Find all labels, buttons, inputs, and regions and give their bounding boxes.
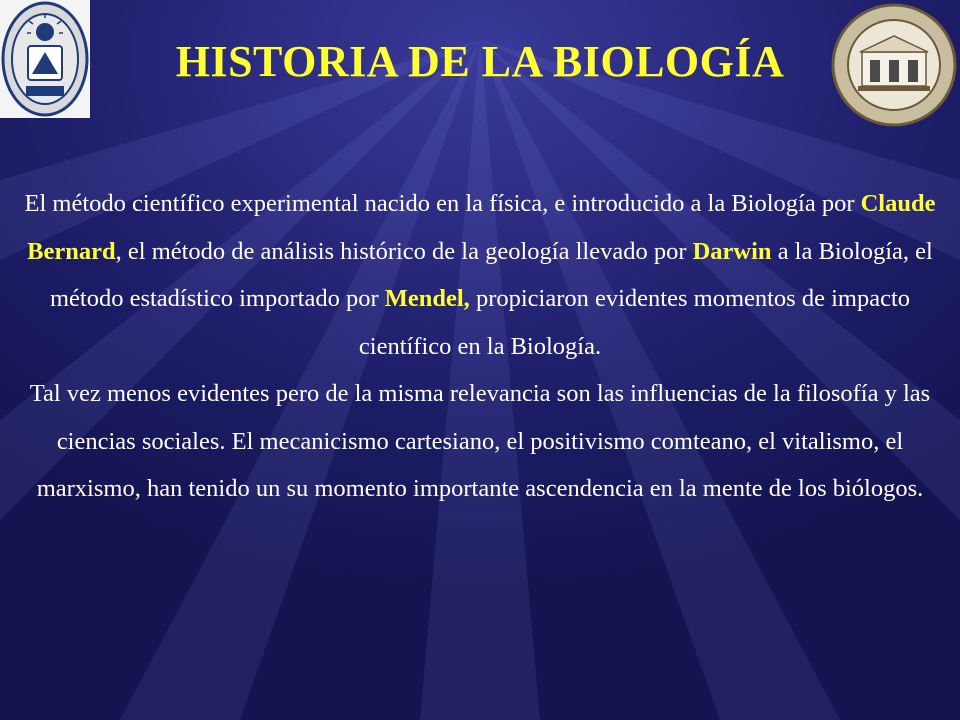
paragraph1-text-3: a la Biología, el método estadístico importado por [49, 237, 933, 312]
highlight-darwin: Darwin [692, 237, 772, 265]
paragraph1-text-1: El método científico experimental nacido en la física, e introducido a la Biología por [24, 190, 861, 217]
paragraph-philosophical-influences: Tal vez menos evidentes pero de la misma relevancia son las influencias de la filosofía y las ciencias sociales. El mecanicismo cartesiano, el positivismo comteano, el vitalismo, el marxismo, han tenido un su momento importante ascendencia en la mente de los biólogos. [29, 380, 931, 502]
slide-title: HISTORIA DE LA BIOLOGÍA [175, 37, 785, 86]
university-seal-logo [0, 0, 90, 118]
highlight-mendel: Mendel, [384, 285, 470, 312]
slide-body [18, 180, 942, 513]
paragraph1-text-2: , el método de análisis histórico de la geología llevado por [115, 237, 693, 265]
highlight-claude-bernard: Claude Bernard [27, 190, 936, 265]
paragraph-scientific-methods [18, 180, 942, 370]
paragraph1-text-4: propiciaron evidentes momentos de impacto científico en la Biología. [358, 285, 911, 360]
